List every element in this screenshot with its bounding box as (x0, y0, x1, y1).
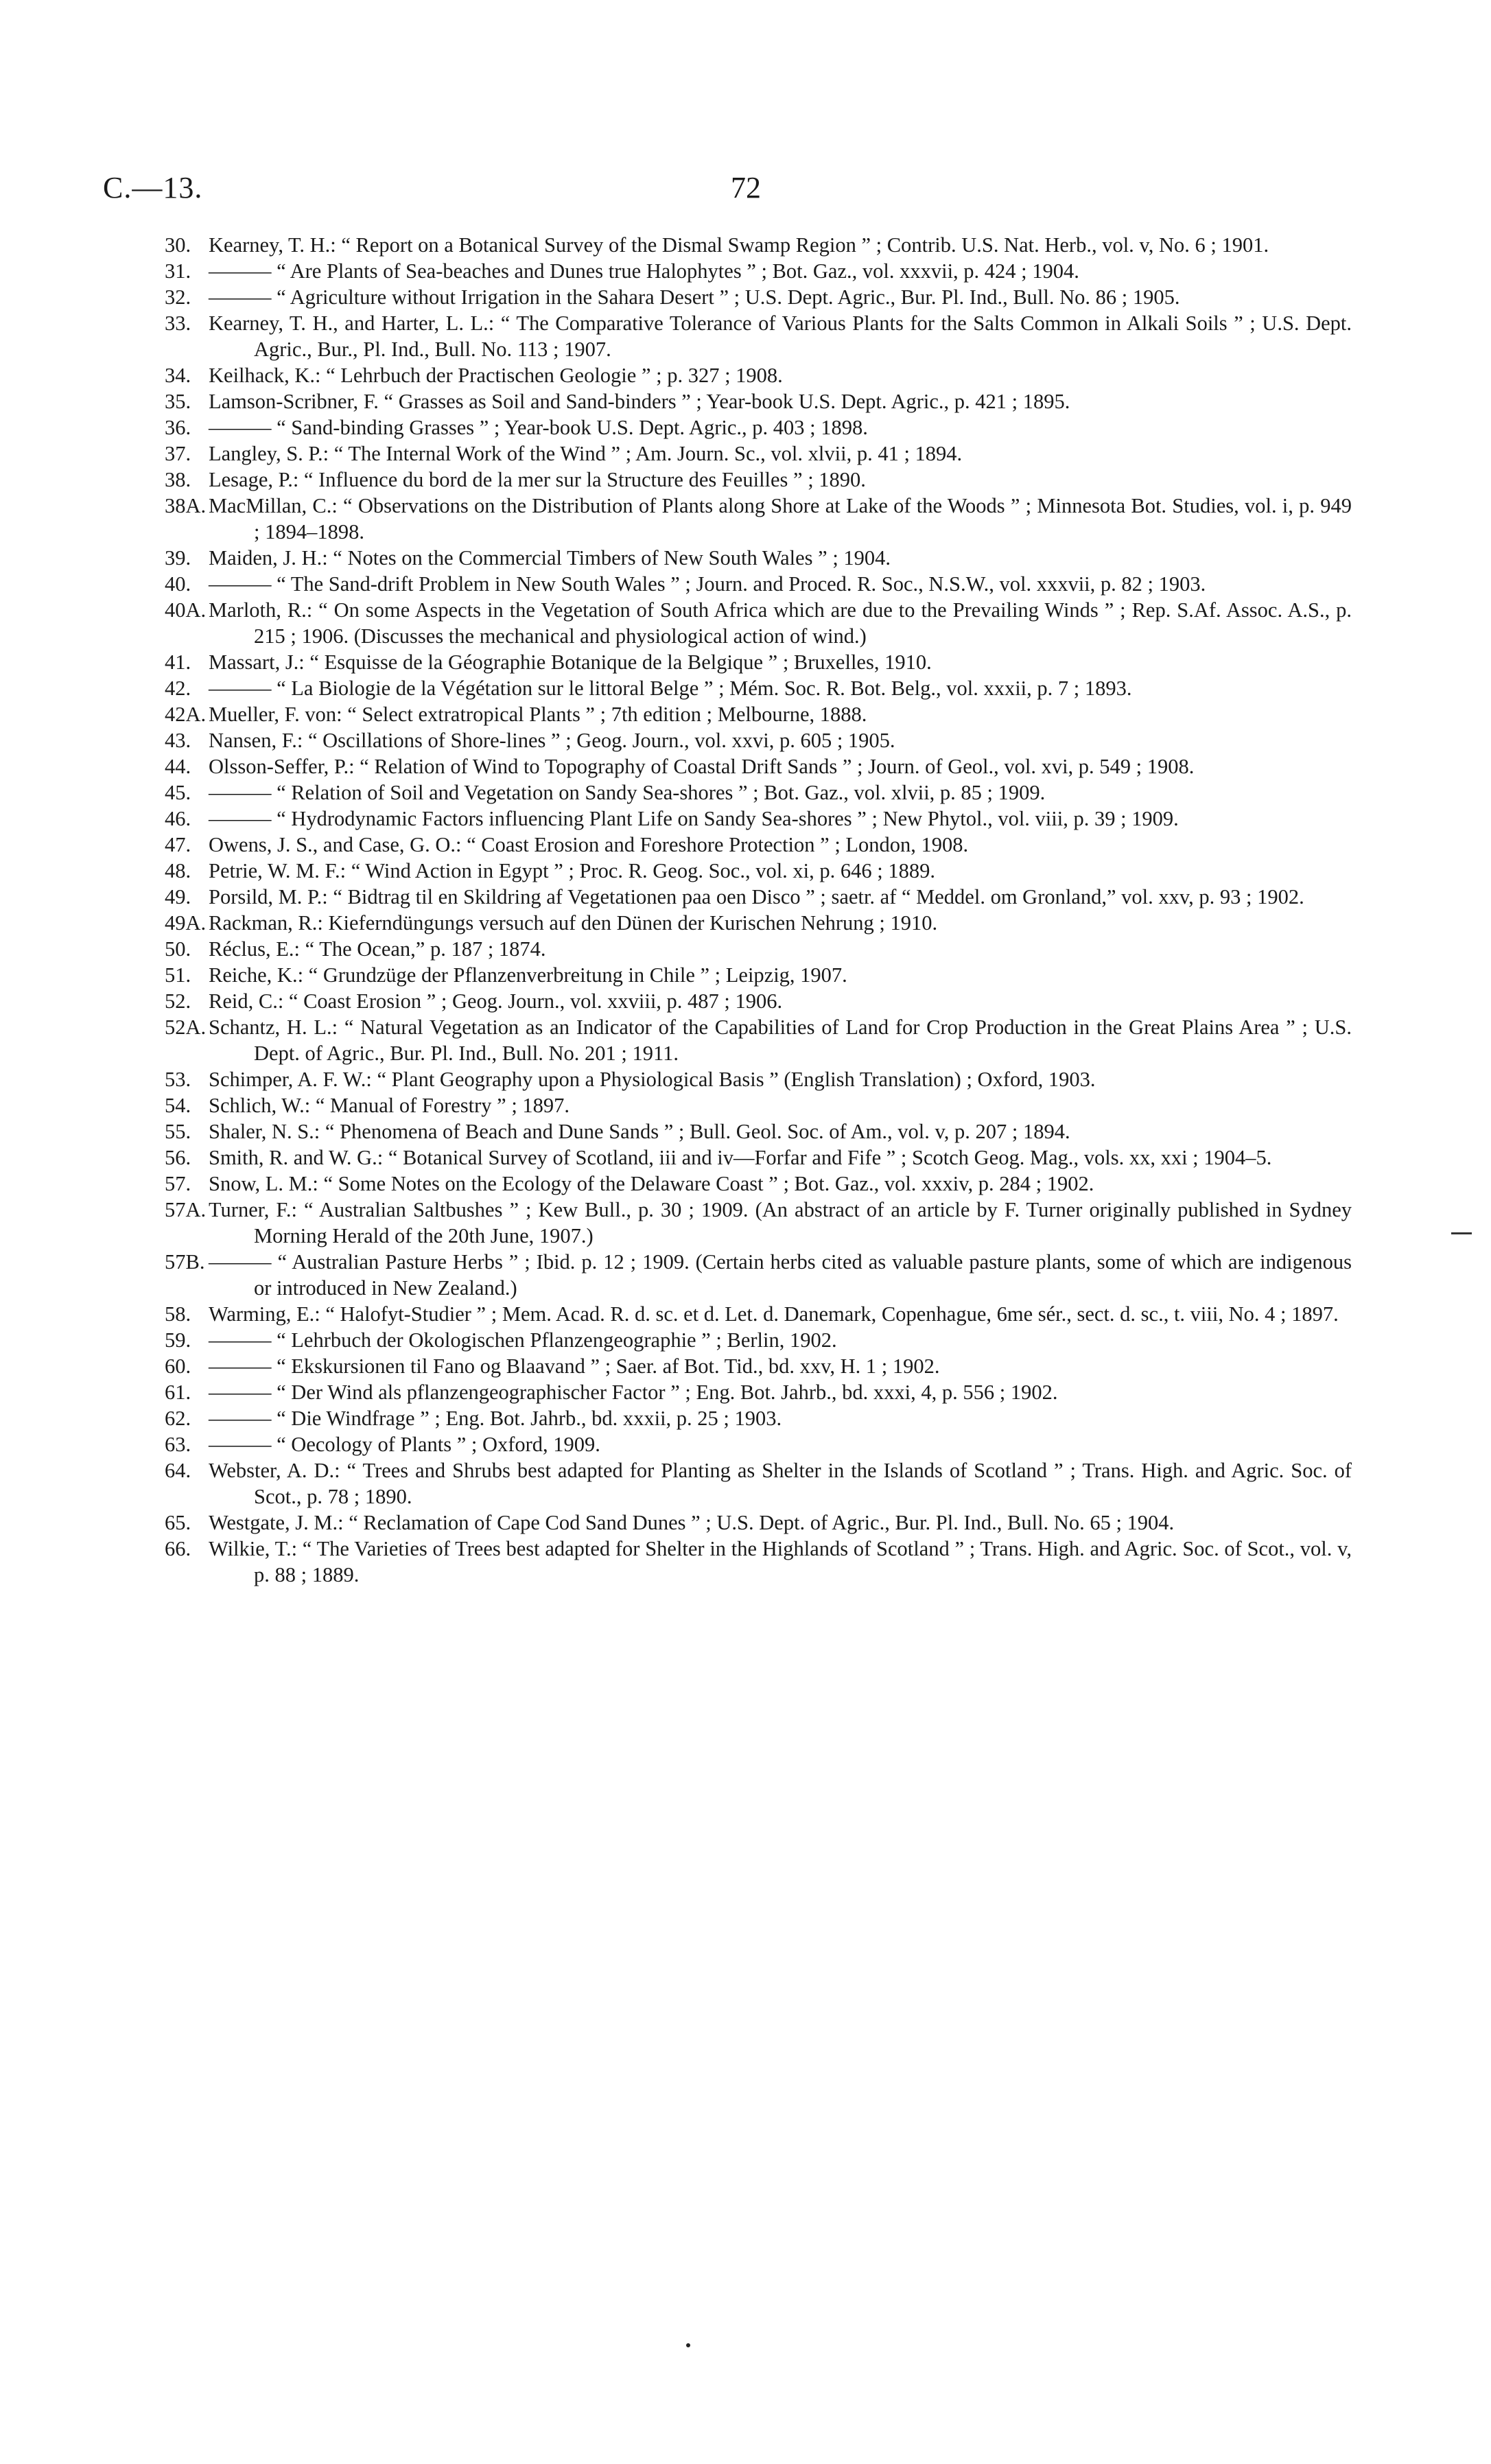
reference-text: Westgate, J. M.: “ Reclamation of Cape Cod Sand Dunes ” ; U.S. Dept. of Agric., Bur. Pl. Ind., Bull. No. 65 ; 1904. (209, 1511, 1175, 1534)
reference-number: 57B. (165, 1250, 205, 1274)
reference-number: 62. (165, 1407, 191, 1430)
reference-text: Wilkie, T.: “ The Varieties of Trees best adapted for Shelter in the Highlands of Scotland ” ; Trans. High. and Agric. Soc. of Scot., vol. v, p. 88 ; 1889. (209, 1537, 1352, 1586)
reference-number: 31. (165, 259, 191, 283)
reference-number: 57A. (165, 1198, 207, 1221)
reference-text: Keilhack, K.: “ Lehrbuch der Practischen Geologie ” ; p. 327 ; 1908. (209, 364, 783, 387)
reference-entry (165, 701, 1352, 727)
reference-entry (165, 1145, 1352, 1171)
reference-entry (165, 988, 1352, 1014)
reference-text: ——— “ Australian Pasture Herbs ” ; Ibid. p. 12 ; 1909. (Certain herbs cited as valuable pasture plants, some of which are indigenous or introduced in New Zealand.) (209, 1250, 1352, 1300)
reference-entry (165, 1327, 1352, 1353)
reference-text: Webster, A. D.: “ Trees and Shrubs best adapted for Planting as Shelter in the Islands of Scotland ” ; Trans. High. and Agric. Soc. of Scot., p. 78 ; 1890. (209, 1459, 1352, 1508)
reference-number: 42A. (165, 703, 207, 726)
reference-text: Petrie, W. M. F.: “ Wind Action in Egypt ” ; Proc. R. Geog. Soc., vol. xi, p. 646 ; 1889. (209, 859, 935, 882)
reference-text: Schantz, H. L.: “ Natural Vegetation as an Indicator of the Capabilities of Land for Crop Production in the Great Plains Area ” ; U.S. Dept. of Agric., Bur. Pl. Ind., Bull. No. 201 ; 1911. (209, 1016, 1352, 1065)
reference-entry (165, 1171, 1352, 1197)
reference-number: 40A. (165, 598, 207, 622)
reference-number: 38A. (165, 494, 207, 517)
reference-text: Lamson-Scribner, F. “ Grasses as Soil and Sand-binders ” ; Year-book U.S. Dept. Agric., p. 421 ; 1895. (209, 390, 1070, 413)
reference-number: 43. (165, 729, 191, 752)
reference-number: 47. (165, 833, 191, 856)
reference-text: ——— “ The Sand-drift Problem in New South Wales ” ; Journ. and Proced. R. Soc., N.S.W., vol. xxxvii, p. 82 ; 1903. (209, 572, 1206, 596)
reference-text: ——— “ La Biologie de la Végétation sur le littoral Belge ” ; Mém. Soc. R. Bot. Belg., vol. xxxii, p. 7 ; 1893. (209, 677, 1132, 700)
reference-number: 50. (165, 937, 191, 961)
reference-entry (165, 1536, 1352, 1588)
reference-text: ——— “ Hydrodynamic Factors influencing Plant Life on Sandy Sea-shores ” ; New Phytol., vol. viii, p. 39 ; 1909. (209, 807, 1179, 830)
reference-number: 39. (165, 546, 191, 570)
reference-entry (165, 232, 1352, 258)
reference-entry (165, 649, 1352, 675)
reference-text: Porsild, M. P.: “ Bidtrag til en Skildring af Vegetationen paa oen Disco ” ; saetr. af “ Meddel. om Gronland,” vol. xxv, p. 93 ; 1902. (209, 885, 1304, 908)
reference-text: ——— “ Der Wind als pflanzengeographischer Factor ” ; Eng. Bot. Jahrb., bd. xxxi, 4, p. 556 ; 1902. (209, 1381, 1058, 1404)
reference-text: Olsson-Seffer, P.: “ Relation of Wind to Topography of Coastal Drift Sands ” ; Journ. of Geol., vol. xvi, p. 549 ; 1908. (209, 755, 1195, 778)
reference-number: 59. (165, 1328, 191, 1352)
reference-text: MacMillan, C.: “ Observations on the Distribution of Plants along Shore at Lake of the Woods ” ; Minnesota Bot. Studies, vol. i, p. 949 ; 1894–1898. (209, 494, 1352, 543)
reference-number: 55. (165, 1120, 191, 1143)
reference-number: 40. (165, 572, 191, 596)
reference-text: ——— “ Sand-binding Grasses ” ; Year-book U.S. Dept. Agric., p. 403 ; 1898. (209, 416, 868, 439)
page-number: 72 (731, 171, 761, 204)
reference-text: Warming, E.: “ Halofyt-Studier ” ; Mem. Acad. R. d. sc. et d. Let. d. Danemark, Copenhague, 6me sér., sect. d. sc., t. viii, No. 4 ; 1897. (209, 1302, 1339, 1326)
reference-entry (165, 414, 1352, 441)
reference-number: 35. (165, 390, 191, 413)
reference-entry (165, 571, 1352, 597)
reference-number: 63. (165, 1433, 191, 1456)
reference-number: 57. (165, 1172, 191, 1195)
reference-text: ——— “ Lehrbuch der Okologischen Pflanzengeographie ” ; Berlin, 1902. (209, 1328, 837, 1352)
reference-number: 61. (165, 1381, 191, 1404)
reference-entry (165, 467, 1352, 493)
reference-text: Langley, S. P.: “ The Internal Work of the Wind ” ; Am. Journ. Sc., vol. xlvii, p. 41 ; 1894. (209, 442, 963, 465)
reference-number: 52A. (165, 1016, 207, 1039)
reference-entry (165, 1457, 1352, 1510)
reference-number: 66. (165, 1537, 191, 1560)
reference-entry (165, 675, 1352, 701)
reference-entry (165, 597, 1352, 649)
reference-number: 58. (165, 1302, 191, 1326)
reference-text: ——— “ Relation of Soil and Vegetation on Sandy Sea-shores ” ; Bot. Gaz., vol. xlvii, p. 85 ; 1909. (209, 781, 1046, 804)
reference-number: 42. (165, 677, 191, 700)
reference-entry (165, 1510, 1352, 1536)
reference-text: Reiche, K.: “ Grundzüge der Pflanzenverbreitung in Chile ” ; Leipzig, 1907. (209, 963, 847, 987)
reference-entry (165, 1249, 1352, 1301)
reference-entry (165, 962, 1352, 988)
reference-entry (165, 493, 1352, 545)
reference-number: 37. (165, 442, 191, 465)
reference-entry (165, 441, 1352, 467)
reference-text: Smith, R. and W. G.: “ Botanical Survey of Scotland, iii and iv—Forfar and Fife ” ; Scotch Geog. Mag., vols. xx, xxi ; 1904–5. (209, 1146, 1272, 1169)
reference-number: 60. (165, 1354, 191, 1378)
reference-entry (165, 1301, 1352, 1327)
reference-list (165, 232, 1352, 1588)
reference-number: 38. (165, 468, 191, 491)
reference-number: 56. (165, 1146, 191, 1169)
reference-entry (165, 1197, 1352, 1249)
reference-entry (165, 1379, 1352, 1405)
reference-entry (165, 806, 1352, 832)
reference-text: Reid, C.: “ Coast Erosion ” ; Geog. Journ., vol. xxviii, p. 487 ; 1906. (209, 989, 783, 1013)
reference-number: 51. (165, 963, 191, 987)
reference-number: 30. (165, 233, 191, 257)
margin-mark (1451, 1232, 1472, 1234)
reference-entry (165, 936, 1352, 962)
reference-entry (165, 832, 1352, 858)
reference-text: ——— “ Ekskursionen til Fano og Blaavand ” ; Saer. af Bot. Tid., bd. xxv, H. 1 ; 1902. (209, 1354, 940, 1378)
reference-text: ——— “ Agriculture without Irrigation in the Sahara Desert ” ; U.S. Dept. Agric., Bur. Pl. Ind., Bull. No. 86 ; 1905. (209, 285, 1180, 309)
reference-entry (165, 1118, 1352, 1145)
reference-entry (165, 727, 1352, 753)
reference-number: 36. (165, 416, 191, 439)
reference-text: ——— “ Oecology of Plants ” ; Oxford, 1909. (209, 1433, 600, 1456)
reference-entry (165, 388, 1352, 414)
reference-number: 46. (165, 807, 191, 830)
reference-number: 64. (165, 1459, 191, 1482)
reference-number: 33. (165, 312, 191, 335)
reference-entry (165, 310, 1352, 362)
reference-number: 49A. (165, 911, 207, 935)
reference-text: Schimper, A. F. W.: “ Plant Geography upon a Physiological Basis ” (English Translation) ; Oxford, 1903. (209, 1068, 1096, 1091)
reference-text: ——— “ Die Windfrage ” ; Eng. Bot. Jahrb., bd. xxxii, p. 25 ; 1903. (209, 1407, 782, 1430)
reference-entry (165, 884, 1352, 910)
reference-entry (165, 910, 1352, 936)
reference-entry (165, 1092, 1352, 1118)
reference-text: Mueller, F. von: “ Select extratropical Plants ” ; 7th edition ; Melbourne, 1888. (209, 703, 867, 726)
reference-entry (165, 779, 1352, 806)
reference-text: ——— “ Are Plants of Sea-beaches and Dunes true Halophytes ” ; Bot. Gaz., vol. xxxvii, p. 424 ; 1904. (209, 259, 1079, 283)
reference-text: Schlich, W.: “ Manual of Forestry ” ; 1897. (209, 1094, 570, 1117)
reference-entry (165, 1353, 1352, 1379)
reference-text: Kearney, T. H., and Harter, L. L.: “ The Comparative Tolerance of Various Plants for the Salts Common in Alkali Soils ” ; U.S. Dept. Agric., Bur., Pl. Ind., Bull. No. 113 ; 1907. (209, 312, 1352, 361)
reference-number: 32. (165, 285, 191, 309)
reference-text: Kearney, T. H.: “ Report on a Botanical Survey of the Dismal Swamp Region ” ; Contrib. U.S. Nat. Herb., vol. v, No. 6 ; 1901. (209, 233, 1269, 257)
reference-text: Turner, F.: “ Australian Saltbushes ” ; Kew Bull., p. 30 ; 1909. (An abstract of an article by F. Turner originally published in Sydney Morning Herald of the 20th June, 1907.) (209, 1198, 1352, 1247)
reference-entry (165, 362, 1352, 388)
reference-text: Réclus, E.: “ The Ocean,” p. 187 ; 1874. (209, 937, 546, 961)
reference-number: 48. (165, 859, 191, 882)
reference-entry (165, 1431, 1352, 1457)
reference-number: 49. (165, 885, 191, 908)
reference-number: 45. (165, 781, 191, 804)
reference-text: Rackman, R.: Kieferndüngungs versuch auf den Dünen der Kurischen Nehrung ; 1910. (209, 911, 938, 935)
reference-entry (165, 1066, 1352, 1092)
reference-entry (165, 1405, 1352, 1431)
reference-entry (165, 753, 1352, 779)
page-id: C.—13. (103, 171, 203, 204)
reference-number: 41. (165, 650, 191, 674)
reference-text: Nansen, F.: “ Oscillations of Shore-lines ” ; Geog. Journ., vol. xxvi, p. 605 ; 1905. (209, 729, 895, 752)
footer-dot (686, 2343, 690, 2347)
reference-number: 52. (165, 989, 191, 1013)
reference-number: 44. (165, 755, 191, 778)
reference-number: 53. (165, 1068, 191, 1091)
reference-entry (165, 1014, 1352, 1066)
reference-entry (165, 284, 1352, 310)
reference-entry (165, 858, 1352, 884)
reference-text: Lesage, P.: “ Influence du bord de la mer sur la Structure des Feuilles ” ; 1890. (209, 468, 866, 491)
reference-text: Maiden, J. H.: “ Notes on the Commercial Timbers of New South Wales ” ; 1904. (209, 546, 891, 570)
reference-number: 65. (165, 1511, 191, 1534)
reference-number: 54. (165, 1094, 191, 1117)
reference-text: Shaler, N. S.: “ Phenomena of Beach and Dune Sands ” ; Bull. Geol. Soc. of Am., vol. v, p. 207 ; 1894. (209, 1120, 1070, 1143)
reference-entry (165, 545, 1352, 571)
reference-entry (165, 258, 1352, 284)
reference-number: 34. (165, 364, 191, 387)
reference-text: Owens, J. S., and Case, G. O.: “ Coast Erosion and Foreshore Protection ” ; London, 1908. (209, 833, 969, 856)
reference-text: Snow, L. M.: “ Some Notes on the Ecology of the Delaware Coast ” ; Bot. Gaz., vol. xxxiv, p. 284 ; 1902. (209, 1172, 1094, 1195)
reference-text: Massart, J.: “ Esquisse de la Géographie Botanique de la Belgique ” ; Bruxelles, 1910. (209, 650, 932, 674)
reference-text: Marloth, R.: “ On some Aspects in the Vegetation of South Africa which are due to the Prevailing Winds ” ; Rep. S.Af. Assoc. A.S., p. 215 ; 1906. (Discusses the mechanical and physiological action of wind.) (209, 598, 1352, 648)
